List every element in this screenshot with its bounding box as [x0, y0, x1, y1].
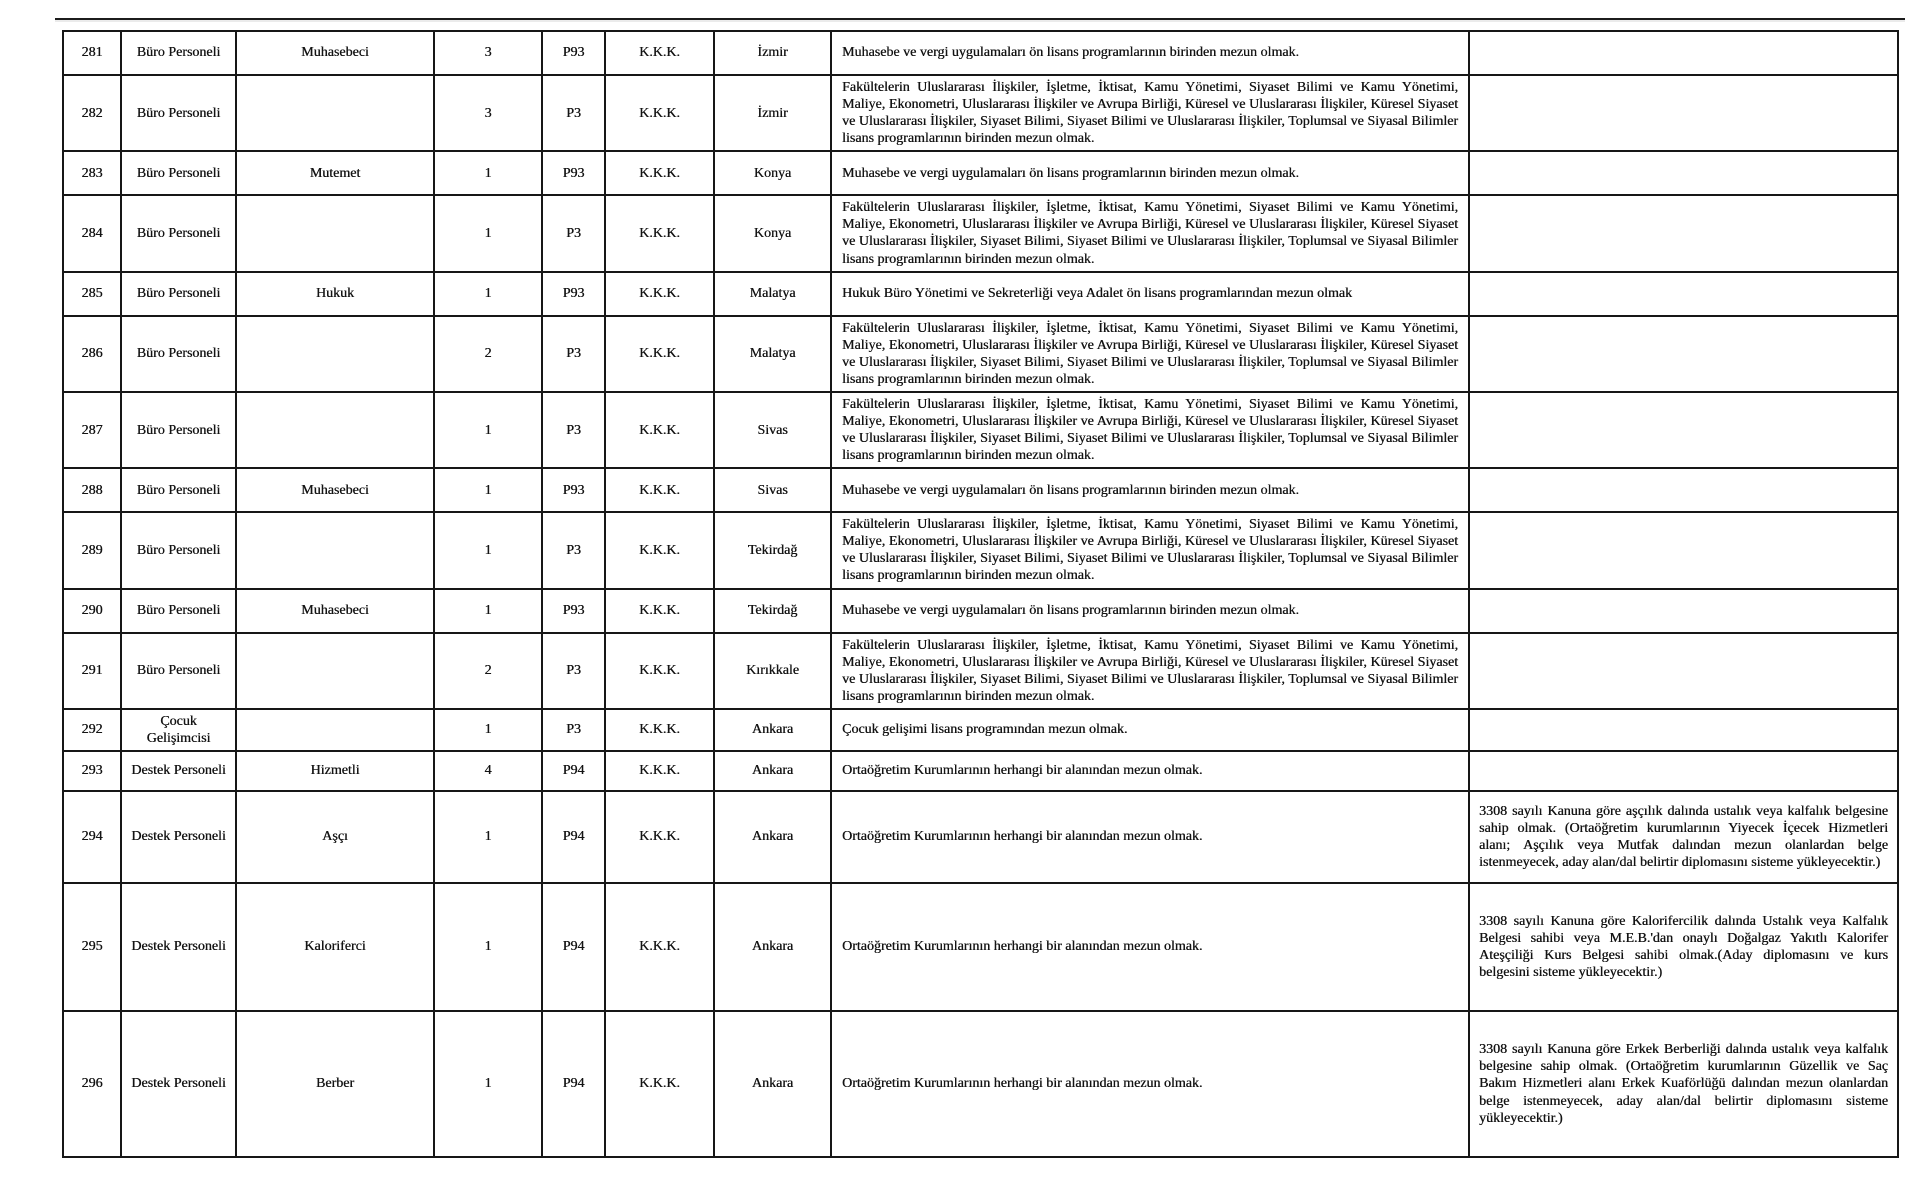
cell-score-type: P94: [542, 1011, 605, 1157]
cell-vacancy-count: 1: [434, 468, 542, 512]
cell-position-title: Destek Personeli: [121, 1011, 236, 1157]
cell-row-number: 281: [63, 31, 121, 75]
cell-row-number: 283: [63, 151, 121, 195]
cell-vacancy-count: 1: [434, 151, 542, 195]
cell-vacancy-count: 3: [434, 31, 542, 75]
cell-vacancy-count: 1: [434, 195, 542, 271]
cell-score-type: P94: [542, 751, 605, 791]
cell-note: [1469, 468, 1898, 512]
cell-institution: K.K.K.: [605, 512, 714, 588]
cell-score-type: P93: [542, 589, 605, 633]
cell-institution: K.K.K.: [605, 151, 714, 195]
table-body: [63, 31, 1898, 1157]
cell-note: [1469, 316, 1898, 392]
cell-branch: [236, 75, 434, 151]
cell-branch: [236, 633, 434, 709]
table-row: [63, 791, 1898, 883]
cell-position-title: Büro Personeli: [121, 272, 236, 316]
cell-institution: K.K.K.: [605, 589, 714, 633]
cell-branch: Muhasebeci: [236, 589, 434, 633]
cell-vacancy-count: 1: [434, 791, 542, 883]
cell-city: Konya: [714, 195, 831, 271]
cell-row-number: 290: [63, 589, 121, 633]
table-row: [63, 1011, 1898, 1157]
cell-position-title: Büro Personeli: [121, 468, 236, 512]
table-row: [63, 751, 1898, 791]
table-row: [63, 31, 1898, 75]
cell-position-title: Büro Personeli: [121, 151, 236, 195]
cell-score-type: P93: [542, 272, 605, 316]
cell-position-title: Büro Personeli: [121, 633, 236, 709]
cell-position-title: Büro Personeli: [121, 31, 236, 75]
cell-branch: [236, 512, 434, 588]
cell-requirement: Hukuk Büro Yönetimi ve Sekreterliği veya Adalet ön lisans programlarından mezun olmak: [831, 272, 1469, 316]
cell-vacancy-count: 1: [434, 1011, 542, 1157]
cell-institution: K.K.K.: [605, 709, 714, 751]
cell-position-title: Büro Personeli: [121, 392, 236, 468]
cell-requirement: Fakültelerin Uluslararası İlişkiler, İşletme, İktisat, Kamu Yönetimi, Siyaset Bilimi ve Kamu Yönetimi, Maliye, Ekonometri, Uluslararası İlişkiler ve Avrupa Birliği, Küresel ve Uluslararası İlişkiler, Küresel Siyaset ve Uluslararası İlişkiler, Siyaset Bilimi, Siyaset Bilimi ve Uluslararası İlişkiler, Toplumsal ve Siyasal Bilimler lisans programlarının birinden mezun olmak.: [831, 392, 1469, 468]
cell-institution: K.K.K.: [605, 883, 714, 1011]
cell-branch: Berber: [236, 1011, 434, 1157]
cell-requirement: Muhasebe ve vergi uygulamaları ön lisans programlarının birinden mezun olmak.: [831, 31, 1469, 75]
cell-row-number: 289: [63, 512, 121, 588]
cell-position-title: Çocuk Gelişimcisi: [121, 709, 236, 751]
cell-position-title: Destek Personeli: [121, 791, 236, 883]
cell-row-number: 288: [63, 468, 121, 512]
cell-city: Ankara: [714, 1011, 831, 1157]
cell-note: [1469, 633, 1898, 709]
cell-vacancy-count: 2: [434, 316, 542, 392]
cell-vacancy-count: 3: [434, 75, 542, 151]
cell-row-number: 295: [63, 883, 121, 1011]
cell-city: Tekirdağ: [714, 589, 831, 633]
cell-score-type: P3: [542, 633, 605, 709]
cell-requirement: Muhasebe ve vergi uygulamaları ön lisans programlarının birinden mezun olmak.: [831, 468, 1469, 512]
cell-score-type: P93: [542, 151, 605, 195]
cell-row-number: 282: [63, 75, 121, 151]
cell-institution: K.K.K.: [605, 272, 714, 316]
cell-branch: [236, 709, 434, 751]
cell-institution: K.K.K.: [605, 31, 714, 75]
table-row: [63, 709, 1898, 751]
cell-requirement: Ortaöğretim Kurumlarının herhangi bir alanından mezun olmak.: [831, 791, 1469, 883]
cell-note: [1469, 272, 1898, 316]
cell-city: Konya: [714, 151, 831, 195]
cell-note: 3308 sayılı Kanuna göre Kalorifercilik dalında Ustalık veya Kalfalık Belgesi sahibi veya M.E.B.'dan onaylı Doğalgaz Yakıtlı Kalorifer Ateşçiliği Kurs Belgesi sahibi olmak.(Aday diplomasını ve kurs belgesini sisteme yükleyecektir.): [1469, 883, 1898, 1011]
cell-requirement: Fakültelerin Uluslararası İlişkiler, İşletme, İktisat, Kamu Yönetimi, Siyaset Bilimi ve Kamu Yönetimi, Maliye, Ekonometri, Uluslararası İlişkiler ve Avrupa Birliği, Küresel ve Uluslararası İlişkiler, Küresel Siyaset ve Uluslararası İlişkiler, Siyaset Bilimi, Siyaset Bilimi ve Uluslararası İlişkiler, Toplumsal ve Siyasal Bilimler lisans programlarının birinden mezun olmak.: [831, 633, 1469, 709]
cell-row-number: 286: [63, 316, 121, 392]
table-row: [63, 151, 1898, 195]
cell-branch: Hukuk: [236, 272, 434, 316]
cell-branch: Mutemet: [236, 151, 434, 195]
cell-note: [1469, 589, 1898, 633]
cell-row-number: 293: [63, 751, 121, 791]
cell-branch: Aşçı: [236, 791, 434, 883]
cell-institution: K.K.K.: [605, 195, 714, 271]
cell-position-title: Destek Personeli: [121, 883, 236, 1011]
cell-requirement: Fakültelerin Uluslararası İlişkiler, İşletme, İktisat, Kamu Yönetimi, Siyaset Bilimi ve Kamu Yönetimi, Maliye, Ekonometri, Uluslararası İlişkiler ve Avrupa Birliği, Küresel ve Uluslararası İlişkiler, Küresel Siyaset ve Uluslararası İlişkiler, Siyaset Bilimi, Siyaset Bilimi ve Uluslararası İlişkiler, Toplumsal ve Siyasal Bilimler lisans programlarının birinden mezun olmak.: [831, 316, 1469, 392]
cell-institution: K.K.K.: [605, 392, 714, 468]
cell-vacancy-count: 2: [434, 633, 542, 709]
cell-requirement: Ortaöğretim Kurumlarının herhangi bir alanından mezun olmak.: [831, 1011, 1469, 1157]
cell-vacancy-count: 4: [434, 751, 542, 791]
cell-note: 3308 sayılı Kanuna göre Erkek Berberliği dalında ustalık veya kalfalık belgesine sahip olmak. (Ortaöğretim kurumlarının Güzellik ve Saç Bakım Hizmetleri alanı Erkek Kuaförlüğü dalından mezun olanlardan belge istenmeyecek, aday alan/dal belirtir diplomasını sisteme yükleyecektir.): [1469, 1011, 1898, 1157]
cell-city: Ankara: [714, 709, 831, 751]
table-row: [63, 316, 1898, 392]
cell-city: Ankara: [714, 751, 831, 791]
cell-note: [1469, 195, 1898, 271]
cell-vacancy-count: 1: [434, 272, 542, 316]
cell-vacancy-count: 1: [434, 392, 542, 468]
cell-city: Sivas: [714, 468, 831, 512]
cell-city: İzmir: [714, 75, 831, 151]
cell-row-number: 296: [63, 1011, 121, 1157]
cell-city: Sivas: [714, 392, 831, 468]
cell-position-title: Büro Personeli: [121, 589, 236, 633]
cell-city: İzmir: [714, 31, 831, 75]
table-row: [63, 75, 1898, 151]
cell-score-type: P3: [542, 316, 605, 392]
cell-score-type: P94: [542, 883, 605, 1011]
cell-position-title: Destek Personeli: [121, 751, 236, 791]
cell-score-type: P3: [542, 75, 605, 151]
table-row: [63, 468, 1898, 512]
cell-row-number: 285: [63, 272, 121, 316]
cell-position-title: Büro Personeli: [121, 75, 236, 151]
cell-institution: K.K.K.: [605, 791, 714, 883]
cell-note: [1469, 151, 1898, 195]
cell-note: 3308 sayılı Kanuna göre aşçılık dalında ustalık veya kalfalık belgesine sahip olmak. (Ortaöğretim kurumlarının Yiyecek İçecek Hizmetleri alanı; Aşçılık veya Mutfak dalından mezun olanlardan belge istenmeyecek, aday alan/dal belirtir diplomasını sisteme yükleyecektir.): [1469, 791, 1898, 883]
cell-city: Malatya: [714, 316, 831, 392]
cell-institution: K.K.K.: [605, 751, 714, 791]
cell-note: [1469, 751, 1898, 791]
cell-institution: K.K.K.: [605, 633, 714, 709]
cell-position-title: Büro Personeli: [121, 316, 236, 392]
cell-note: [1469, 709, 1898, 751]
cell-score-type: P3: [542, 195, 605, 271]
cell-vacancy-count: 1: [434, 512, 542, 588]
cell-requirement: Muhasebe ve vergi uygulamaları ön lisans programlarının birinden mezun olmak.: [831, 151, 1469, 195]
cell-note: [1469, 512, 1898, 588]
cell-branch: [236, 195, 434, 271]
cell-score-type: P94: [542, 791, 605, 883]
cell-position-title: Büro Personeli: [121, 512, 236, 588]
table-row: [63, 272, 1898, 316]
cell-position-title: Büro Personeli: [121, 195, 236, 271]
cell-branch: Muhasebeci: [236, 31, 434, 75]
cell-city: Ankara: [714, 791, 831, 883]
cell-city: Ankara: [714, 883, 831, 1011]
cell-city: Kırıkkale: [714, 633, 831, 709]
cell-institution: K.K.K.: [605, 468, 714, 512]
table-row: [63, 195, 1898, 271]
cell-branch: Hizmetli: [236, 751, 434, 791]
table-row: [63, 883, 1898, 1011]
cell-branch: Muhasebeci: [236, 468, 434, 512]
cell-requirement: Fakültelerin Uluslararası İlişkiler, İşletme, İktisat, Kamu Yönetimi, Siyaset Bilimi ve Kamu Yönetimi, Maliye, Ekonometri, Uluslararası İlişkiler ve Avrupa Birliği, Küresel ve Uluslararası İlişkiler, Küresel Siyaset ve Uluslararası İlişkiler, Siyaset Bilimi, Siyaset Bilimi ve Uluslararası İlişkiler, Toplumsal ve Siyasal Bilimler lisans programlarının birinden mezun olmak.: [831, 195, 1469, 271]
cell-score-type: P3: [542, 512, 605, 588]
table-row: [63, 512, 1898, 588]
cell-city: Malatya: [714, 272, 831, 316]
cell-requirement: Muhasebe ve vergi uygulamaları ön lisans programlarının birinden mezun olmak.: [831, 589, 1469, 633]
cell-vacancy-count: 1: [434, 709, 542, 751]
cell-institution: K.K.K.: [605, 1011, 714, 1157]
personnel-positions-table: [62, 30, 1899, 1158]
cell-score-type: P3: [542, 709, 605, 751]
cell-branch: [236, 392, 434, 468]
cell-requirement: Fakültelerin Uluslararası İlişkiler, İşletme, İktisat, Kamu Yönetimi, Siyaset Bilimi ve Kamu Yönetimi, Maliye, Ekonometri, Uluslararası İlişkiler ve Avrupa Birliği, Küresel ve Uluslararası İlişkiler, Küresel Siyaset ve Uluslararası İlişkiler, Siyaset Bilimi, Siyaset Bilimi ve Uluslararası İlişkiler, Toplumsal ve Siyasal Bilimler lisans programlarının birinden mezun olmak.: [831, 512, 1469, 588]
cell-row-number: 287: [63, 392, 121, 468]
cell-row-number: 284: [63, 195, 121, 271]
page-top-rule: [55, 18, 1905, 20]
table-row: [63, 392, 1898, 468]
cell-score-type: P93: [542, 468, 605, 512]
cell-requirement: Çocuk gelişimi lisans programından mezun olmak.: [831, 709, 1469, 751]
cell-row-number: 294: [63, 791, 121, 883]
cell-requirement: Ortaöğretim Kurumlarının herhangi bir alanından mezun olmak.: [831, 883, 1469, 1011]
cell-vacancy-count: 1: [434, 883, 542, 1011]
cell-note: [1469, 75, 1898, 151]
cell-requirement: Fakültelerin Uluslararası İlişkiler, İşletme, İktisat, Kamu Yönetimi, Siyaset Bilimi ve Kamu Yönetimi, Maliye, Ekonometri, Uluslararası İlişkiler ve Avrupa Birliği, Küresel ve Uluslararası İlişkiler, Küresel Siyaset ve Uluslararası İlişkiler, Siyaset Bilimi, Siyaset Bilimi ve Uluslararası İlişkiler, Toplumsal ve Siyasal Bilimler lisans programlarının birinden mezun olmak.: [831, 75, 1469, 151]
cell-score-type: P3: [542, 392, 605, 468]
cell-branch: Kaloriferci: [236, 883, 434, 1011]
cell-vacancy-count: 1: [434, 589, 542, 633]
table-row: [63, 589, 1898, 633]
cell-score-type: P93: [542, 31, 605, 75]
cell-row-number: 292: [63, 709, 121, 751]
cell-note: [1469, 392, 1898, 468]
table-row: [63, 633, 1898, 709]
cell-branch: [236, 316, 434, 392]
cell-row-number: 291: [63, 633, 121, 709]
cell-city: Tekirdağ: [714, 512, 831, 588]
cell-institution: K.K.K.: [605, 75, 714, 151]
cell-note: [1469, 31, 1898, 75]
cell-institution: K.K.K.: [605, 316, 714, 392]
cell-requirement: Ortaöğretim Kurumlarının herhangi bir alanından mezun olmak.: [831, 751, 1469, 791]
